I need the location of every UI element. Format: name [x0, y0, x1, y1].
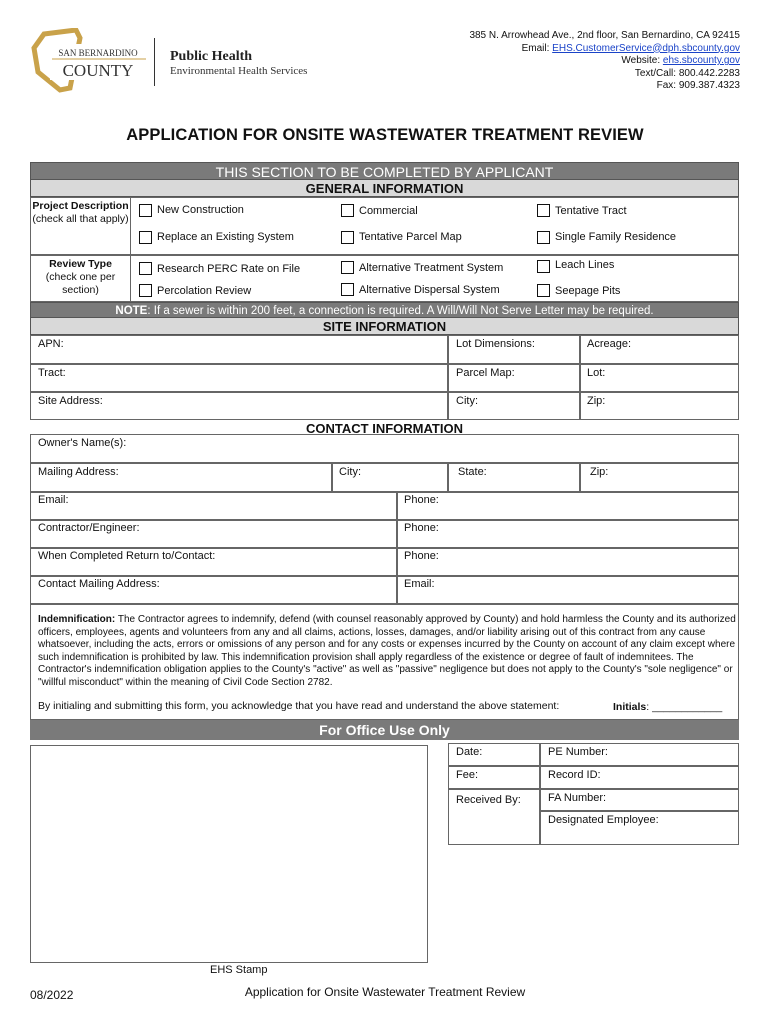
contact-email-label: Email:	[404, 578, 435, 590]
contractor-label: Contractor/Engineer:	[38, 522, 140, 534]
department-title: Public Health	[170, 49, 253, 64]
site-city-label: City:	[456, 395, 478, 407]
textcall: Text/Call: 800.442.2283	[634, 67, 740, 79]
indemnification-text	[38, 614, 738, 690]
fax: Fax: 909.387.4323	[656, 80, 740, 91]
project-description-label	[30, 200, 131, 226]
review-type-hint: (check one per section)	[45, 271, 116, 296]
contact-mailing-label: Contact Mailing Address:	[38, 578, 160, 590]
logo-line1: SAN BERNARDINO	[58, 48, 138, 58]
contact-block	[469, 30, 740, 93]
office-designated-employee-label: Designated Employee:	[548, 814, 659, 826]
ehs-stamp-label: EHS Stamp	[210, 964, 268, 976]
label-commercial: Commercial	[359, 205, 418, 217]
checkbox-seepage-pits[interactable]	[537, 284, 550, 297]
note-label: NOTE	[115, 305, 148, 317]
office-pe-number-label: PE Number:	[548, 746, 608, 758]
county-logo	[30, 28, 150, 94]
ehs-stamp-box	[30, 745, 428, 963]
phone-label-1: Phone:	[404, 494, 439, 506]
office-use-band: For Office Use Only	[30, 720, 739, 740]
owners-name-label: Owner's Name(s):	[38, 437, 127, 449]
mailing-state-label: State:	[458, 466, 487, 478]
page-title: APPLICATION FOR ONSITE WASTEWATER TREATMENT REVIEW	[126, 126, 644, 144]
header-divider	[154, 38, 155, 86]
office-fa-number-label: FA Number:	[548, 792, 607, 804]
initials-blank: : ____________	[646, 701, 723, 713]
website-label: Website:	[621, 55, 663, 66]
phone-field-1[interactable]	[397, 492, 739, 520]
project-description-hint: (check all that apply)	[32, 213, 129, 225]
general-info-band: GENERAL INFORMATION	[30, 180, 739, 197]
parcel-map-label: Parcel Map:	[456, 367, 515, 379]
checkbox-commercial[interactable]	[341, 204, 354, 217]
indemnification-body: The Contractor agrees to indemnify, defend (with counsel reasonably approved by County) and hold harmless the County and its authorized officers, employees, agents and volunteers from any and all claims, actions, losses, damages, and/or liability arising out of this contract from any cause whatsoever, including the acts, errors or omissions of any person and for any costs or expenses incurred by the County on account of any claim except where such indemnification is prohibited by law. This indemnification provision shall apply regardless of the existence or degree of fault of indemnitees. The Contractor's indemnification obligation applies to the County's "active" as well as "passive" negligence but does not apply to the County's "sole negligence" or "willful misconduct" within the meaning of Civil Code Section 2782.	[38, 614, 736, 688]
review-type-label	[30, 258, 131, 297]
email-line	[469, 43, 740, 56]
label-alt-treatment: Alternative Treatment System	[359, 262, 504, 274]
email-link[interactable]: EHS.CustomerService@dph.sbcounty.gov	[552, 42, 740, 54]
label-alt-dispersal: Alternative Dispersal System	[359, 284, 500, 296]
email-label: Email:	[521, 42, 553, 54]
checkbox-alt-treatment[interactable]	[341, 261, 354, 274]
website-line	[469, 55, 740, 68]
office-record-id-label: Record ID:	[548, 769, 601, 781]
label-research-perc: Research PERC Rate on File	[157, 263, 301, 275]
mailing-address-label: Mailing Address:	[38, 466, 119, 478]
logo-line2: COUNTY	[62, 61, 134, 80]
mailing-city-label: City:	[339, 466, 361, 478]
site-info-band: SITE INFORMATION	[30, 318, 739, 335]
return-to-label: When Completed Return to/Contact:	[38, 550, 216, 562]
department-subtitle: Environmental Health Services	[170, 65, 308, 77]
contact-info-band: CONTACT INFORMATION	[306, 421, 463, 436]
label-percolation-review: Percolation Review	[157, 285, 252, 297]
applicant-band: THIS SECTION TO BE COMPLETED BY APPLICANT	[30, 162, 739, 180]
footer-date: 08/2022	[30, 988, 74, 1002]
note-text: : If a sewer is within 200 feet, a connection is required. A Will/Will Not Serve Letter may be required.	[147, 305, 654, 317]
indemnification-label: Indemnification:	[38, 614, 116, 625]
label-tentative-parcel-map: Tentative Parcel Map	[359, 231, 462, 243]
checkbox-research-perc[interactable]	[139, 262, 152, 275]
project-description-title: Project Description	[32, 200, 129, 212]
office-date-label: Date:	[456, 746, 483, 758]
email-field[interactable]	[30, 492, 397, 520]
tract-field[interactable]	[30, 364, 448, 392]
checkbox-single-family[interactable]	[537, 231, 550, 244]
website-link[interactable]: ehs.sbcounty.gov	[662, 55, 740, 66]
site-zip-label: Zip:	[587, 395, 606, 407]
checkbox-tentative-tract[interactable]	[537, 204, 550, 217]
label-single-family: Single Family Residence	[555, 231, 677, 243]
site-address-label: Site Address:	[38, 395, 103, 407]
tract-label: Tract:	[38, 367, 66, 379]
phone-label-3: Phone:	[404, 550, 439, 562]
apn-label: APN:	[38, 338, 64, 350]
phone-field-3[interactable]	[397, 548, 739, 576]
checkbox-percolation-review[interactable]	[139, 284, 152, 297]
apn-field[interactable]	[30, 335, 448, 364]
label-leach-lines: Leach Lines	[555, 259, 615, 271]
checkbox-tentative-parcel-map[interactable]	[341, 231, 354, 244]
office-received-by-label: Received By:	[456, 794, 521, 806]
checkbox-alt-dispersal[interactable]	[341, 283, 354, 296]
lot-label: Lot:	[587, 367, 606, 379]
label-new-construction: New Construction	[157, 204, 244, 216]
checkbox-leach-lines[interactable]	[537, 260, 550, 273]
label-replace-existing: Replace an Existing System	[157, 231, 294, 243]
checkbox-new-construction[interactable]	[139, 204, 152, 217]
mailing-zip-label: Zip:	[590, 466, 609, 478]
initials-label: Initials	[613, 701, 647, 713]
acknowledgement-text: By initialing and submitting this form, you acknowledge that you have read and understand the above statement:	[38, 700, 560, 712]
label-seepage-pits: Seepage Pits	[555, 285, 621, 297]
office-fee-label: Fee:	[456, 769, 479, 781]
address: 385 N. Arrowhead Ave., 2nd floor, San Bernardino, CA 92415	[469, 30, 740, 41]
label-tentative-tract: Tentative Tract	[555, 205, 627, 217]
acreage-label: Acreage:	[587, 338, 632, 350]
footer-title: Application for Onsite Wastewater Treatment Review	[244, 985, 526, 999]
phone-field-2[interactable]	[397, 520, 739, 548]
email-label-field: Email:	[38, 494, 69, 506]
review-type-title: Review Type	[49, 258, 112, 270]
checkbox-replace-existing[interactable]	[139, 231, 152, 244]
initials-field[interactable]	[613, 701, 722, 713]
phone-label-2: Phone:	[404, 522, 439, 534]
sewer-note	[30, 302, 739, 318]
contact-email-field[interactable]	[397, 576, 739, 604]
lot-dimensions-label: Lot Dimensions:	[456, 338, 535, 350]
owners-name-field[interactable]	[30, 434, 739, 463]
